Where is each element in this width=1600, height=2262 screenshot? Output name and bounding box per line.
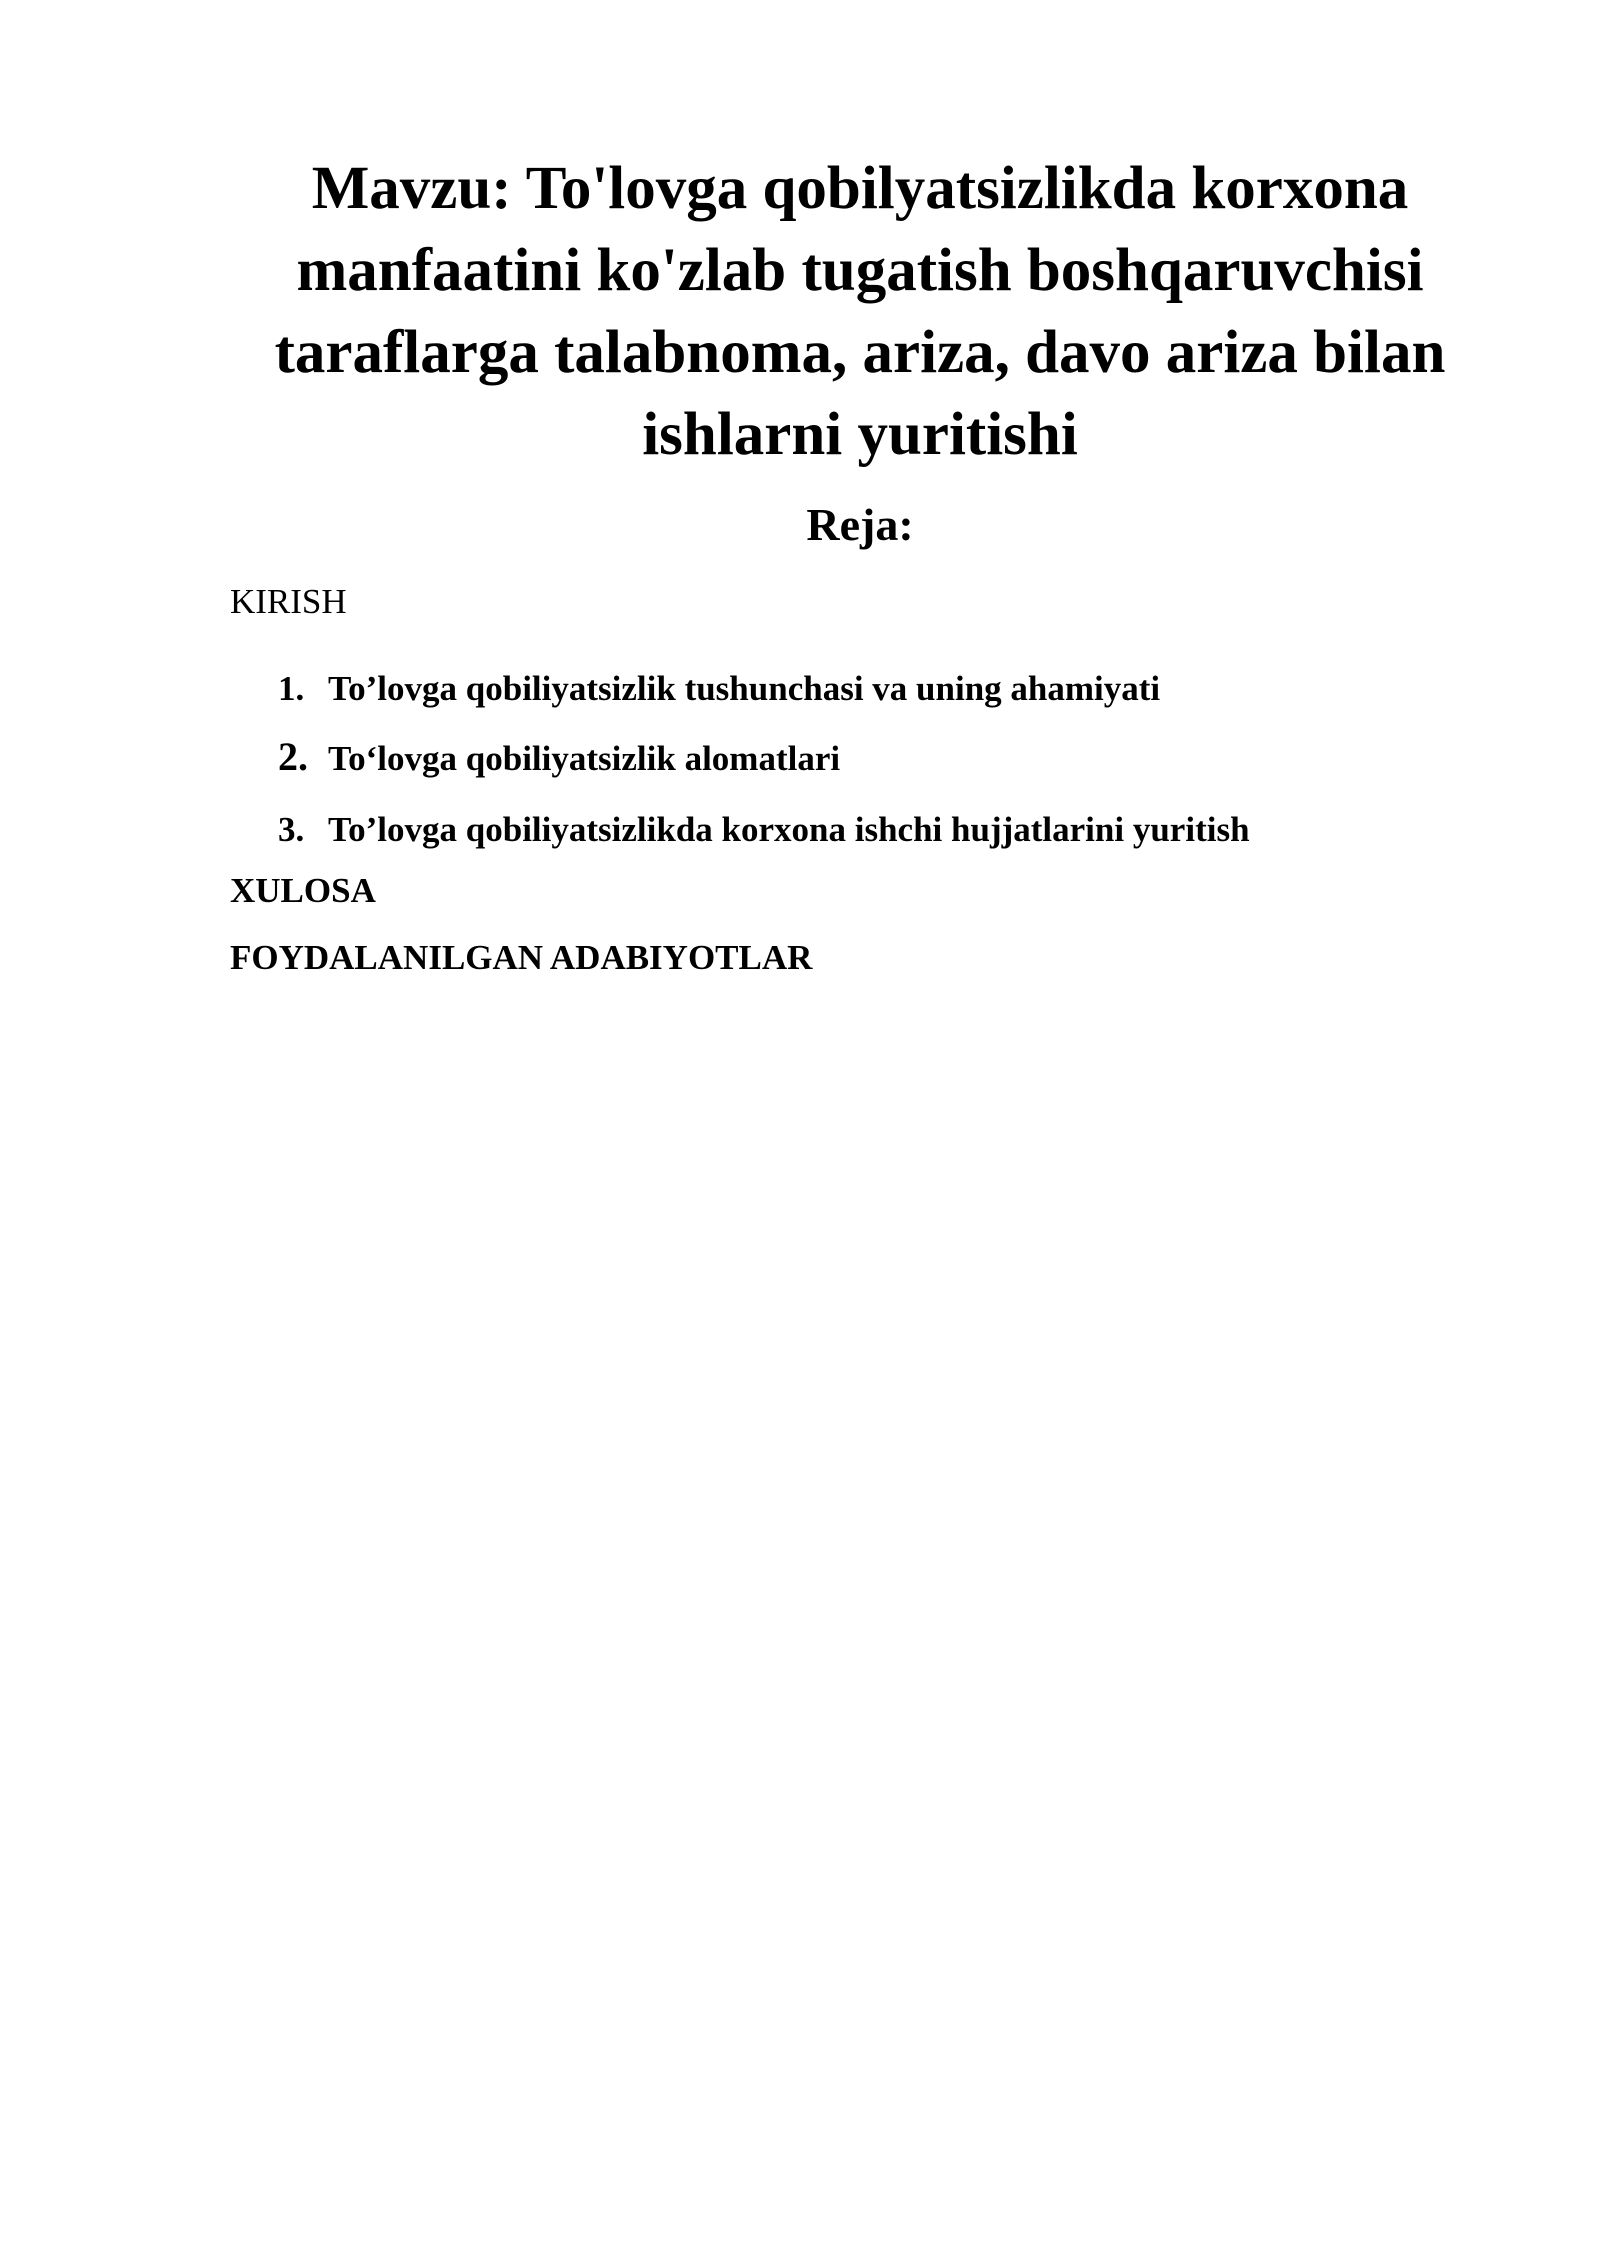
plan-item (278, 807, 1250, 853)
conclusion-heading: XULOSA (230, 871, 376, 910)
plan-item-number: 2. (278, 734, 308, 779)
plan-item-number: 3. (278, 810, 305, 849)
plan-item (278, 734, 840, 782)
plan-item-text: To’lovga qobiliyatsizlikda korxona ishchi hujjatlarini yuritish (328, 810, 1250, 849)
references-heading: FOYDALANILGAN ADABIYOTLAR (230, 938, 813, 977)
plan-item-text: To‘lovga qobiliyatsizlik alomatlari (328, 739, 841, 778)
plan-item-number: 1. (278, 669, 305, 708)
plan-item (278, 666, 1160, 712)
plan-heading: Reja: (806, 499, 914, 550)
intro-heading: KIRISH (230, 582, 347, 621)
document-title: Mavzu: To'lovga qobilyatsizlikda korxona manfaatini ko'zlab tugatish boshqaruvchisi taraflarga talabnoma, ariza, davo ariza bilan ishlarni yuritishi (274, 155, 1446, 468)
plan-item-text: To’lovga qobiliyatsizlik tushunchasi va uning ahamiyati (328, 669, 1161, 708)
